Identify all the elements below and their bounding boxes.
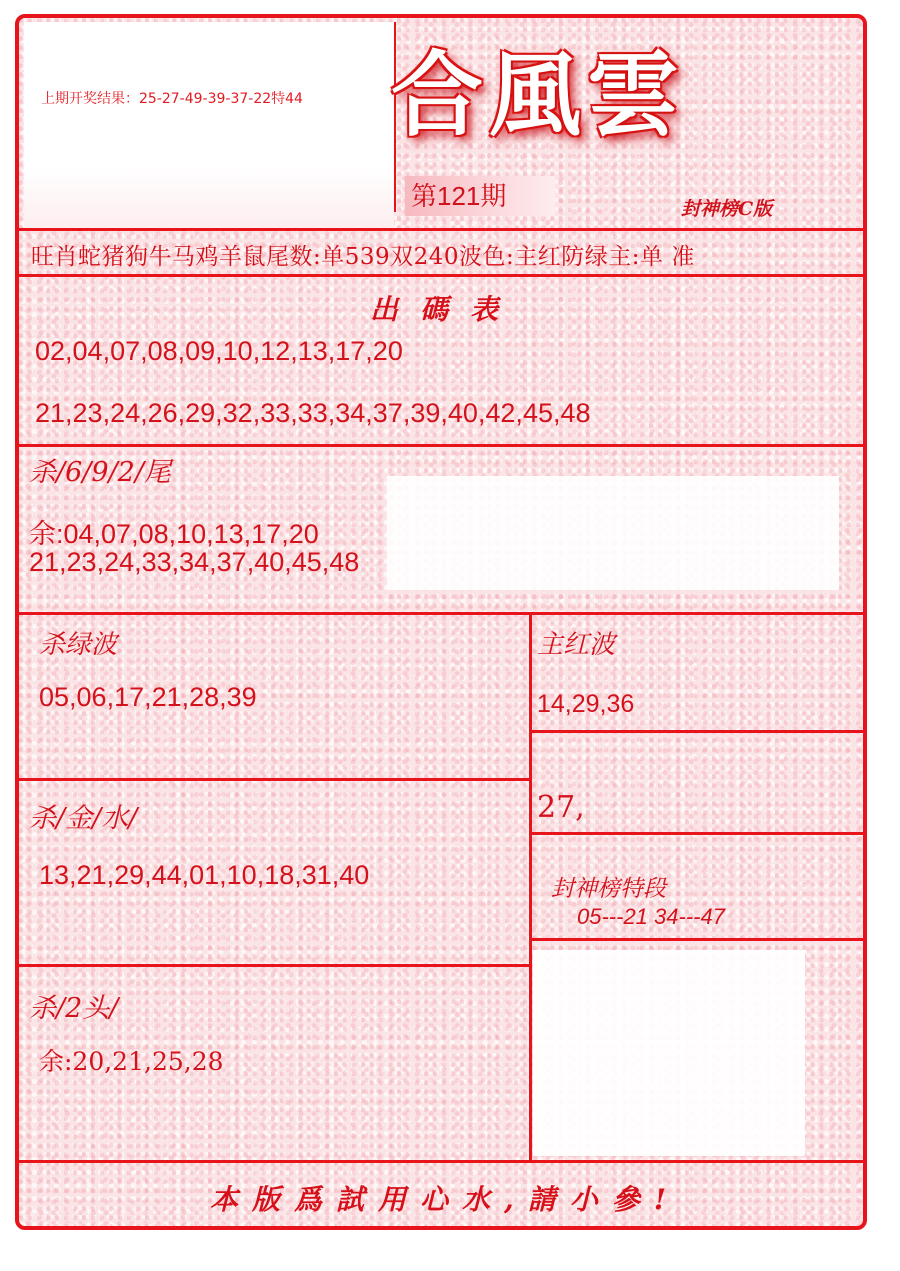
last-draw-result: 上期开奖结果：25-27-49-39-37-22特44 <box>41 91 303 107</box>
chu-ma-biao-heading: 出碼表 <box>369 293 520 326</box>
footer-note: 本版爲試用心水,請小參! <box>209 1183 681 1216</box>
sha-lv-bo-heading: 杀绿波 <box>39 630 118 660</box>
sha-wei-heading: 杀/6/9/2/尾 <box>29 457 171 488</box>
column-divider <box>529 612 532 1160</box>
sha-tou-numbers: 余:20,21,25,28 <box>39 1047 224 1076</box>
feng-shen-bang-heading: 封神榜特段 <box>551 876 666 902</box>
divider-feng-shen-bang <box>529 938 864 941</box>
edition-subtitle: 封神榜C版 <box>681 198 773 220</box>
feng-shen-bang-range: 05---21 34---47 <box>577 904 725 929</box>
sha-jin-shui-numbers: 13,21,29,44,01,10,18,31,40 <box>39 860 370 890</box>
divider-sha-lv-bo <box>19 778 531 781</box>
chu-ma-biao-row-1: 02,04,07,08,09,10,12,13,17,20 <box>35 336 403 366</box>
blank-panel-right <box>387 476 839 590</box>
sha-tou-heading: 杀/2头/ <box>29 993 119 1024</box>
divider-footer <box>19 1160 864 1163</box>
divider-sha-wei <box>19 612 864 615</box>
sha-wei-row-2: 21,23,24,33,34,37,40,45,48 <box>29 547 360 577</box>
sha-jin-shui-heading: 杀/金/水/ <box>29 803 138 834</box>
divider-header <box>19 228 864 231</box>
sha-lv-bo-numbers: 05,06,17,21,28,39 <box>39 682 257 712</box>
sha-wei-row-1: 余:04,07,08,10,13,17,20 <box>29 519 319 549</box>
divider-banner <box>19 274 864 277</box>
zodiac-banner: 旺肖蛇猪狗牛马鸡羊鼠尾数:单539双240波色:主红防绿主:单 准 <box>31 244 695 270</box>
chu-ma-biao-row-2: 21,23,24,26,29,32,33,33,34,37,39,40,42,45,48 <box>35 398 591 428</box>
single-number: 27, <box>537 790 585 825</box>
divider-zhu-hong-bo <box>529 730 864 733</box>
divider-single-number <box>529 832 864 835</box>
sheet-frame <box>15 14 867 1230</box>
zhu-hong-bo-numbers: 14,29,36 <box>537 690 635 718</box>
divider-chu-ma-biao <box>19 444 864 447</box>
blank-panel-bottom-right <box>533 950 805 1156</box>
header-white-panel <box>24 22 394 228</box>
zhu-hong-bo-heading: 主红波 <box>537 630 616 660</box>
divider-sha-jin-shui <box>19 964 531 967</box>
page-title: 合風雲 <box>391 41 686 149</box>
issue-number: 第121期 <box>405 176 555 216</box>
